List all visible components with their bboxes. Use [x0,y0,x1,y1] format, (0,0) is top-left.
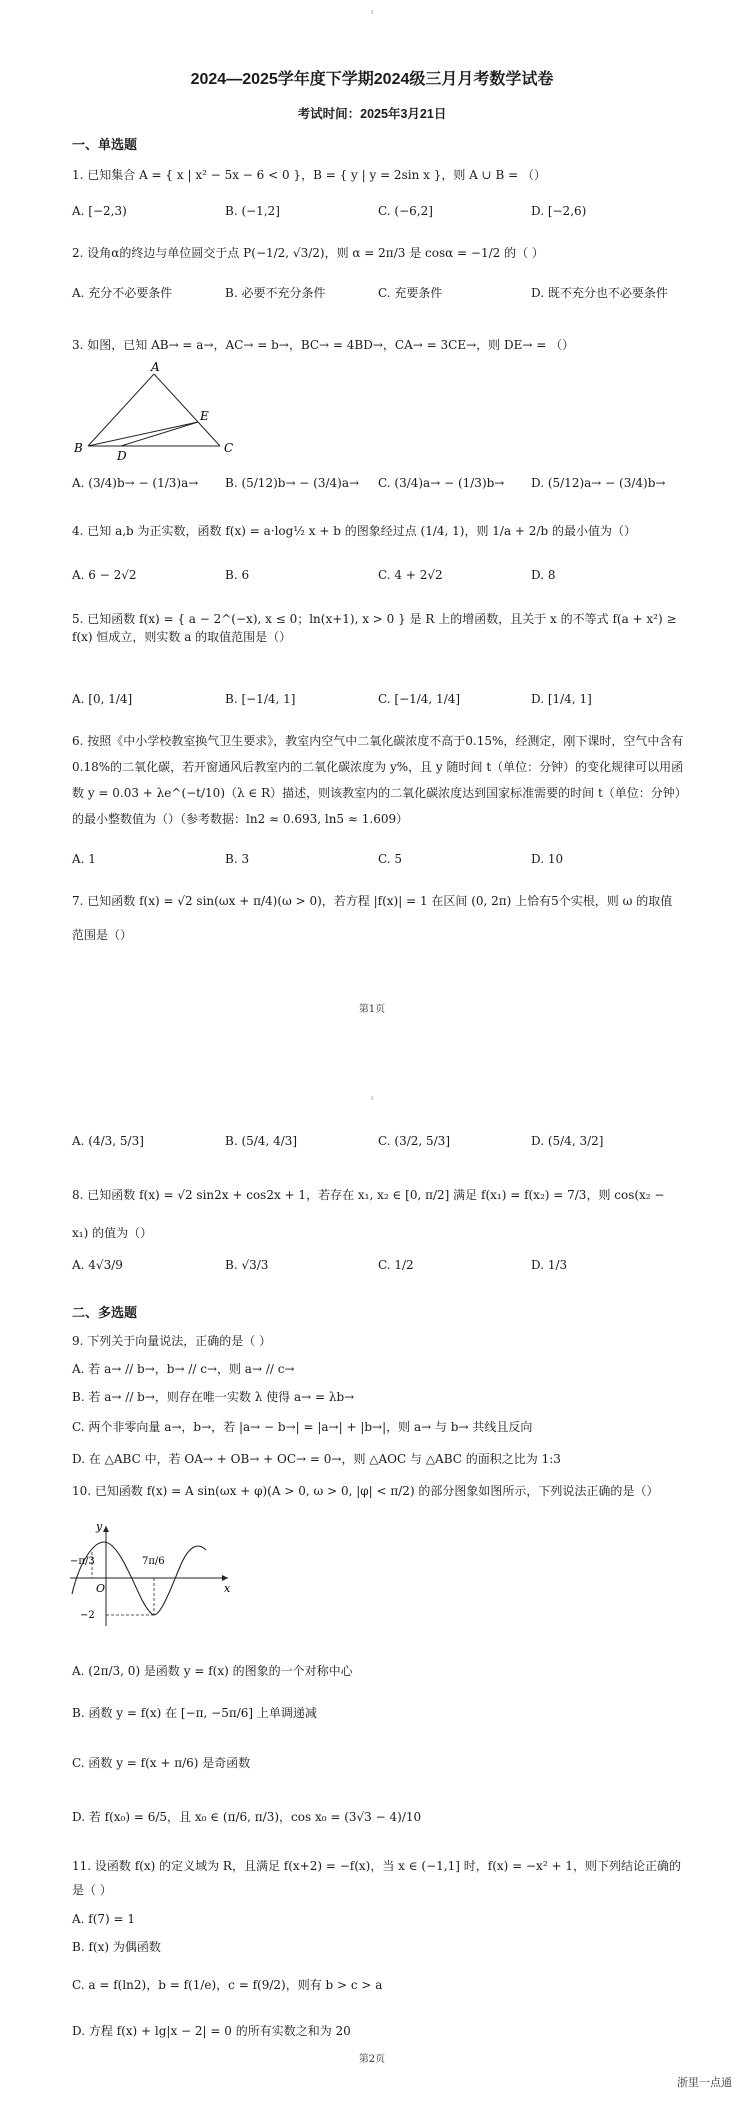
q8-option-c[interactable]: C. 1/2 [378,1258,414,1272]
q10-option-c[interactable]: C. 函数 y = f(x + π/6) 是奇函数 [72,1756,251,1770]
q2-option-b[interactable]: B. 必要不充分条件 [225,286,326,300]
section-single-choice: 一、单选题 [72,137,138,152]
question-2-options [72,284,684,306]
q11-option-b[interactable]: B. f(x) 为偶函数 [72,1940,161,1954]
question-5: 5. 已知函数 f(x) = { a − 2^(−x), x ≤ 0；ln(x+1), x > 0 } 是 R 上的增函数，且关于 x 的不等式 f(a + x²) ≥ f(x) 恒成立，则实数 a 的取值范围是（） [72,612,677,644]
x-axis-arrow [222,1575,228,1581]
question-6-options [72,852,684,874]
q4-option-b[interactable]: B. 6 [225,568,250,582]
point-e: E [200,409,209,423]
question-5-options [72,692,684,714]
q7-option-c[interactable]: C. (3/2, 5/3] [378,1134,450,1148]
q5-option-d[interactable]: D. [1/4, 1] [531,692,592,706]
q6-option-a[interactable]: A. 1 [72,852,96,866]
exam-page-2: ı A. (4/3, 5/3] B. (5/4, 4/3] C. (3/2, 5/3] D. (5/4, 3/2] 8. 已知函数 f(x) = √2 sin2x + cos2x + 1，若存在 x₁, x₂ ∈ [0, π/2] 满足 f(x₁) = f(x₂) = 7/3，则 cos(x₂ − x₁) 的值为（） A. 4√3/9 B. √3/3 C. 1/2 D. 1/3 二、多选题 9. 下列关于向量说法，正确的是（ ） A. 若 a→ // b→，b→ // c→，则 a→ // c→ B. 若 a→ // b→，则存在唯一实数 λ 使得 a→ = λb→ C. 两个非零向量 a→，b→，若 |a→ − b→| = |a→| + |b→|，则 a→ 与 b→ 共线且反向 D. 在 △ABC 中，若 OA→ + OB→ + OC→ = 0→，则 △AOC 与 △ABC 的面积之比为 1:3 10. 已知函数 f(x) = A sin(ωx + φ)(A > 0, ω > 0, |φ| < π/2) 的部分图象如图所示，下列说法正确的是（） y x O −π/3 7π/6 −2 A. (2π/3, 0) 是函数 y = f(x) 的图象的一个对称中心 B. 函数 y = f(x) 在 [−π, −5π/6] 上单调递减 C. 函数 y = f(x + π/6) 是奇函数 D. 若 f(x₀) = 6/5，且 x₀ ∈ (π/6, π/3)，cos x₀ = (3√3 − 4)/10 11. 设函数 f(x) 的定义域为 R，且满足 f(x+2) = −f(x)，当 x ∈ (−1,1] 时，f(x) = −x² + 1，则下列结论正确的是（ ） A. f(7) = 1 B. f(x) 为偶函数 C. a = f(ln2)，b = f(1/e)，c = f(9/2)，则有 b > c > a D. 方程 f(x) + lg|x − 2| = 0 的所有实数之和为 20 第2页 [0,1062,744,2104]
ymin-label: −2 [80,1610,95,1621]
q10-option-b[interactable]: B. 函数 y = f(x) 在 [−π, −5π/6] 上单调递减 [72,1706,317,1720]
question-7: 7. 已知函数 f(x) = √2 sin(ωx + π/4)(ω > 0)，若方程 |f(x)| = 1 在区间 (0, 2π) 上恰有5个实根，则 ω 的取值范围是（） [72,894,673,942]
q11-option-a[interactable]: A. f(7) = 1 [72,1912,136,1926]
question-8: 8. 已知函数 f(x) = √2 sin2x + cos2x + 1，若存在 x₁, x₂ ∈ [0, π/2] 满足 f(x₁) = f(x₂) = 7/3，则 cos(x₂ − x₁) 的值为（） [72,1188,665,1240]
q11-option-c[interactable]: C. a = f(ln2)，b = f(1/e)，c = f(9/2)，则有 b > c > a [72,1978,383,1992]
q10-option-d[interactable]: D. 若 f(x₀) = 6/5，且 x₀ ∈ (π/6, π/3)，cos x₀ = (3√3 − 4)/10 [72,1810,422,1824]
vertex-b: B [74,441,83,455]
q1-option-a[interactable]: A. [−2,3) [72,204,127,218]
origin-label: O [96,1582,106,1595]
q1-option-c[interactable]: C. (−6,2] [378,204,433,218]
q2-option-a[interactable]: A. 充分不必要条件 [72,286,173,300]
q7-option-b[interactable]: B. (5/4, 4/3] [225,1134,298,1148]
question-1: 1. 已知集合 A = { x | x² − 5x − 6 < 0 }，B = { y | y = 2sin x }，则 A ∪ B = （） [72,168,546,182]
brand-watermark: 浙里一点通 [677,2077,732,2089]
question-4-options [72,568,684,590]
q2-option-d[interactable]: D. 既不充分也不必要条件 [531,286,668,300]
q11-option-d[interactable]: D. 方程 f(x) + lg|x − 2| = 0 的所有实数之和为 20 [72,2024,351,2038]
vertex-c: C [224,441,234,455]
side-ac [154,374,220,446]
question-3-options [72,476,684,498]
q3-option-a[interactable]: A. (3/4)b→ − (1/3)a→ [72,476,199,490]
q5-option-a[interactable]: A. [0, 1/4] [72,692,133,706]
q4-option-c[interactable]: C. 4 + 2√2 [378,568,443,582]
side-ab [88,374,154,446]
q2-option-c[interactable]: C. 充要条件 [378,286,443,300]
exam-title: 2024—2025学年度下学期2024级三月月考数学试卷 [190,71,554,88]
section-multiple-choice: 二、多选题 [72,1305,138,1320]
question-2: 2. 设角α的终边与单位圆交于点 P(−1/2, √3/2)，则 α = 2π/3 是 cosα = −1/2 的（ ） [72,246,544,260]
q10-option-a[interactable]: A. (2π/3, 0) 是函数 y = f(x) 的图象的一个对称中心 [72,1664,353,1678]
q8-option-a[interactable]: A. 4√3/9 [72,1258,123,1272]
q8-option-d[interactable]: D. 1/3 [531,1258,568,1272]
q5-option-c[interactable]: C. [−1/4, 1/4] [378,692,461,706]
q9-option-d[interactable]: D. 在 △ABC 中，若 OA→ + OB→ + OC→ = 0→，则 △AOC 与 △ABC 的面积之比为 1:3 [72,1452,561,1466]
q4-option-a[interactable]: A. 6 − 2√2 [72,568,137,582]
q6-option-c[interactable]: C. 5 [378,852,403,866]
q9-option-b[interactable]: B. 若 a→ // b→，则存在唯一实数 λ 使得 a→ = λb→ [72,1390,355,1404]
vertex-a: A [151,362,160,374]
page-number-2: 第2页 [358,2054,386,2065]
exam-time: 考试时间：2025年3月21日 [297,107,447,121]
question-6: 6. 按照《中小学校教室换气卫生要求》，教室内空气中二氧化碳浓度不高于0.15%，经测定，刚下课时，空气中含有0.18%的二氧化碳，若开窗通风后教室内的二氧化碳浓度为 y%，且 y 随时间 t（单位：分钟）的变化规律可以用函数 y = 0.03 + λe^(−t/10)（λ ∈ R）描述，则该教室内的二氧化碳浓度达到国家标准需要的时间 t（单位：分钟）的最小整数值为（）（参考数据：ln2 ≈ 0.693, ln5 ≈ 1.609） [72,734,684,826]
neg-pi3-label: −π/3 [70,1556,95,1567]
q3-option-b[interactable]: B. (5/12)b→ − (3/4)a→ [225,476,360,490]
question-10: 10. 已知函数 f(x) = A sin(ωx + φ)(A > 0, ω > 0, |φ| < π/2) 的部分图象如图所示，下列说法正确的是（） [72,1484,659,1498]
q5-option-b[interactable]: B. [−1/4, 1] [225,692,296,706]
q6-option-b[interactable]: B. 3 [225,852,250,866]
question-1-options [72,204,684,226]
question-11: 11. 设函数 f(x) 的定义域为 R，且满足 f(x+2) = −f(x)，当 x ∈ (−1,1] 时，f(x) = −x² + 1，则下列结论正确的是（ ） [72,1859,681,1897]
7pi6-label: 7π/6 [142,1556,165,1567]
sine-graph-figure [66,1520,236,1630]
q1-option-d[interactable]: D. [−2,6) [531,204,587,218]
page-number-1: 第1页 [358,1004,386,1015]
question-8-options [72,1258,684,1280]
q6-option-d[interactable]: D. 10 [531,852,564,866]
q8-option-b[interactable]: B. √3/3 [225,1258,269,1272]
question-4: 4. 已知 a,b 为正实数，函数 f(x) = a·log½ x + b 的图象经过点 (1/4, 1)，则 1/a + 2/b 的最小值为（） [72,524,636,538]
q3-option-c[interactable]: C. (3/4)a→ − (1/3)b→ [378,476,505,490]
q4-option-d[interactable]: D. 8 [531,568,556,582]
q1-option-b[interactable]: B. (−1,2] [225,204,280,218]
exam-page-1: ı 2024—2025学年度下学期2024级三月月考数学试卷 考试时间：2025年3月21日 一、单选题 1. 已知集合 A = { x | x² − 5x − 6 < 0 }，B = { y | y = 2sin x }，则 A ∪ B = （） A. [−2,3) B. (−1,2] C. (−6,2] D. [−2,6) 2. 设角α的终边与单位圆交于点 P(−1/2, √3/2)，则 α = 2π/3 是 cosα = −1/2 的（ ） A. 充分不必要条件 B. 必要不充分条件 C. 充要条件 D. 既不充分也不必要条件 3. 如图，已知 AB→ = a→，AC→ = b→，BC→ = 4BD→，CA→ = 3CE→，则 DE→ = （） A B C D E A. (3/4)b→ − (1/3)a→ B. (5/12)b→ − (3/4)a→ C. (3/4)a→ − (1/3)b→ D. (5/12)a→ − (3/4)b→ 4. 已知 a,b 为正实数，函数 f(x) = a·log½ x + b 的图象经过点 (1/4, 1)，则 1/a + 2/b 的最小值为（） A. 6 − 2√2 B. 6 C. 4 + 2√2 D. 8 5. 已知函数 f(x) = { a − 2^(−x), x ≤ 0；ln(x+1), x > 0 } 是 R 上的增函数，且关于 x 的不等式 f(a + x²) ≥ f(x) 恒成立，则实数 a 的取值范围是（） A. [0, 1/4] B. [−1/4, 1] C. [−1/4, 1/4] D. [1/4, 1] 6. 按照《中小学校教室换气卫生要求》，教室内空气中二氧化碳浓度不高于0.15%，经测定，刚下课时，空气中含有0.18%的二氧化碳，若开窗通风后教室内的二氧化碳浓度为 y%，且 y 随时间 t（单位：分钟）的变化规律可以用函数 y = 0.03 + λe^(−t/10)（λ ∈ R）描述，则该教室内的二氧化碳浓度达到国家标准需要的时间 t（单位：分钟）的最小整数值为（）（参考数据：ln2 ≈ 0.693, ln5 ≈ 1.609） A. 1 B. 3 C. 5 D. 10 7. 已知函数 f(x) = √2 sin(ωx + π/4)(ω > 0)，若方程 |f(x)| = 1 在区间 (0, 2π) 上恰有5个实根，则 ω 的取值范围是（） 第1页 [0,0,744,1040]
segment-de [121,422,198,446]
q9-option-a[interactable]: A. 若 a→ // b→，b→ // c→，则 a→ // c→ [72,1362,295,1376]
question-9: 9. 下列关于向量说法，正确的是（ ） [72,1334,272,1348]
q3-option-d[interactable]: D. (5/12)a→ − (3/4)b→ [531,476,666,490]
question-7-options [72,1134,684,1156]
x-label: x [224,1582,231,1595]
q9-option-c[interactable]: C. 两个非零向量 a→，b→，若 |a→ − b→| = |a→| + |b→|，则 a→ 与 b→ 共线且反向 [72,1420,533,1434]
q7-option-a[interactable]: A. (4/3, 5/3] [72,1134,144,1148]
triangle-figure [74,362,244,460]
y-label: y [96,1520,103,1533]
y-axis-arrow [103,1526,109,1532]
point-d: D [117,449,127,460]
segment-be [88,422,198,446]
q7-option-d[interactable]: D. (5/4, 3/2] [531,1134,604,1148]
question-3: 3. 如图，已知 AB→ = a→，AC→ = b→，BC→ = 4BD→，CA→ = 3CE→，则 DE→ = （） [72,338,575,352]
